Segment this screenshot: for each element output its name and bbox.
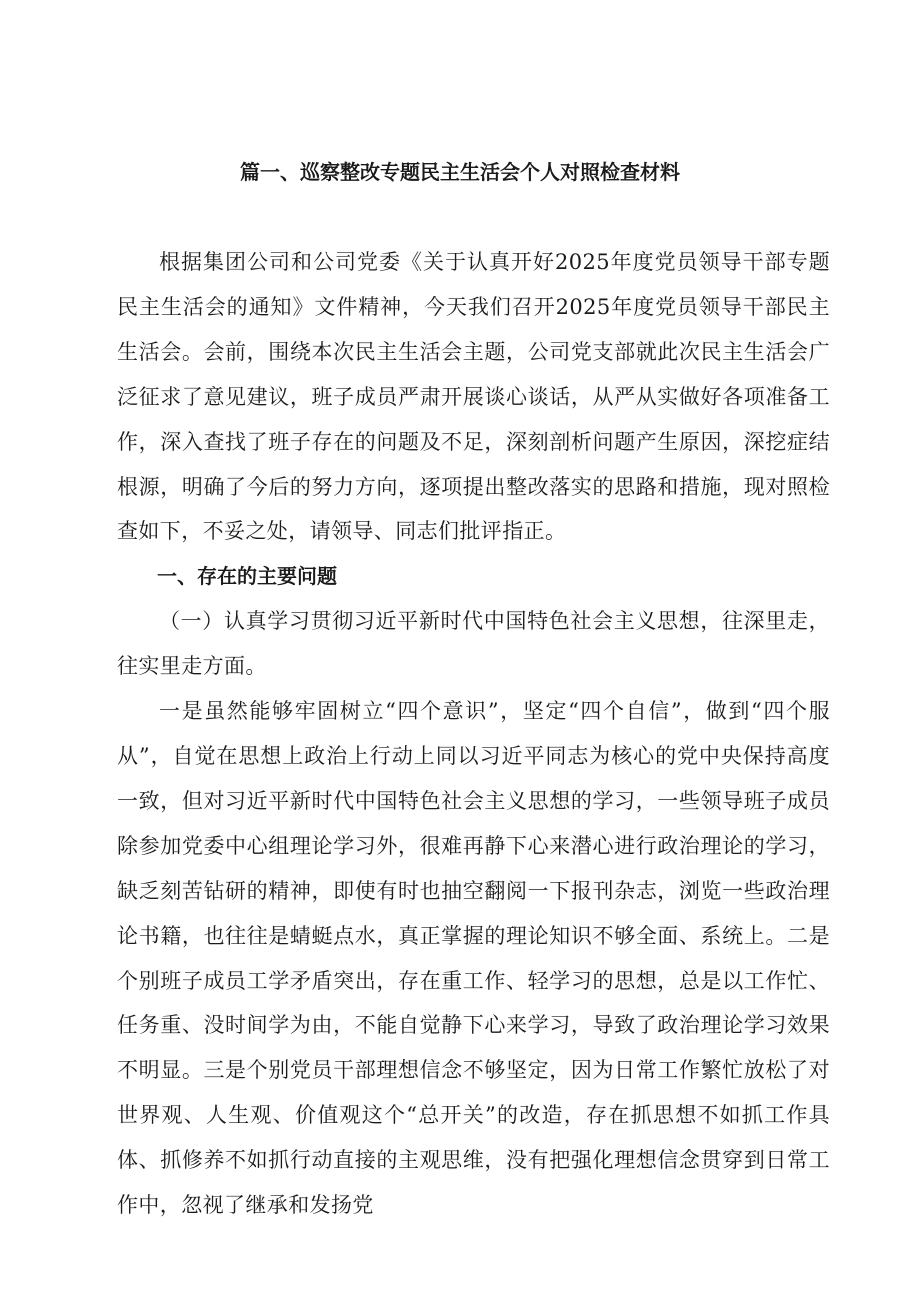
document-title: 篇一、巡察整改专题民主生活会个人对照检查材料 <box>240 160 680 184</box>
intro-paragraph: 根据集团公司和公司党委《关于认真开好2025年度党员领导干部专题民主生活会的通知》文件精神，今天我们召开2025年度党员领导干部民主生活会。会前，围绕本次民主生活会主题，公司党支部就此次民主生活会广泛征求了意见建议，班子成员严肃开展谈心谈话，从严从实做好各项准备工作，深入查找了班子存在的问题及不足，深刻剖析问题产生原因，深挖症结根源，明确了今后的努力方向，逐项提出整改落实的思路和措施，现对照检查如下，不妥之处，请领导、同志们批评指正。 <box>117 250 830 544</box>
section-heading-main-problems: 一、存在的主要问题 <box>157 564 337 589</box>
body-paragraph-1: 一是虽然能够牢固树立“四个意识”，坚定“四个自信”，做到“四个服从”，自觉在思想上政治上行动上同以习近平同志为核心的党中央保持高度一致，但对习近平新时代中国特色社会主义思想的学习，一些领导班子成员除参加党委中心组理论学习外，很难再静下心来潜心进行政治理论的学习，缺乏刻苦钻研的精神，即使有时也抽空翻阅一下报刊杂志，浏览一些政治理论书籍，也往往是蜻蜓点水，真正掌握的理论知识不够全面、系统上。二是个别班子成员工学矛盾突出，存在重工作、轻学习的思想，总是以工作忙、任务重、没时间学为由，不能自觉静下心来学习，导致了政治理论学习效果不明显。三是个别党员干部理想信念不够坚定，因为日常工作繁忙放松了对世界观、人生观、价值观这个“总开关”的改造，存在抓思想不如抓工作具体、抓修养不如抓行动直接的主观思维，没有把强化理想信念贯穿到日常工作中，忽视了继承和发扬党 <box>117 699 830 1218</box>
subsection-heading-1: （一）认真学习贯彻习近平新时代中国特色社会主义思想，往深里走，往实里走方面。 <box>117 609 830 679</box>
document-body <box>117 240 830 1228</box>
